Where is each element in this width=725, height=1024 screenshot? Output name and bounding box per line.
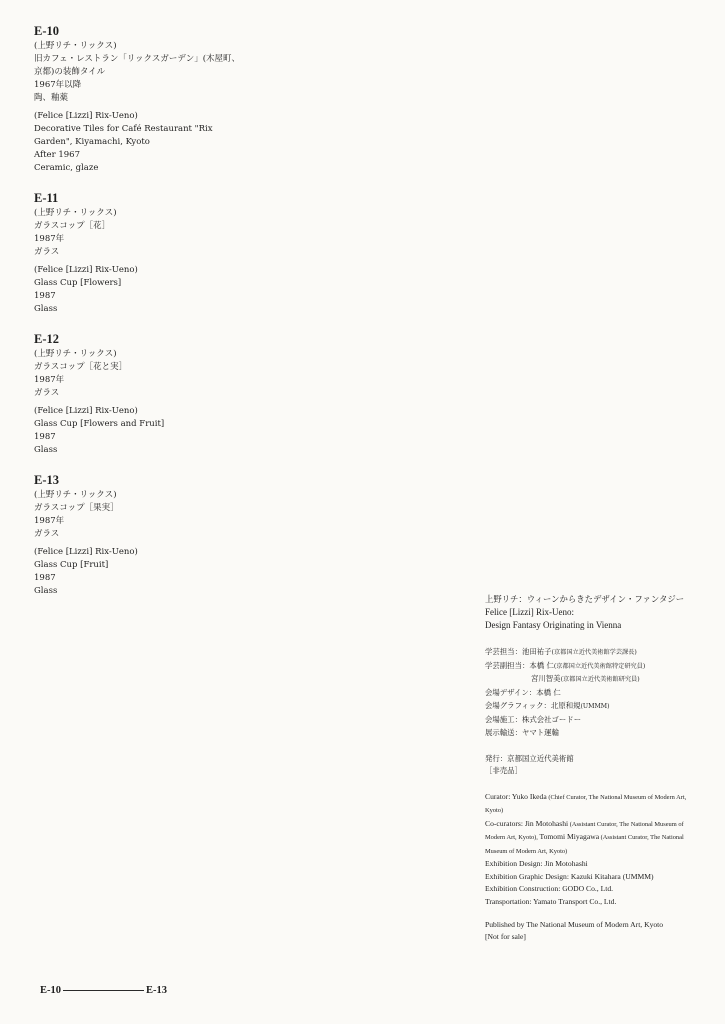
entry-artist-en: (Felice [Lizzi] Rix-Ueno) [34,406,138,416]
page-range-footer [40,985,167,996]
colophon [485,593,705,943]
staff-row: 会場施工：株式会社ゴードー [485,714,582,724]
entry-title-en: Glass Cup [Fruit] [34,560,109,570]
credit-row: Exhibition Design: Jin Motohashi [485,859,588,868]
entry-date-ja: 1967年以降 [34,80,82,90]
entry-title-ja: 旧カフェ・レストラン「リックスガーデン」(木屋町、京都)の装飾タイル [34,54,241,77]
exhibition-title-ja: 上野リチ：ウィーンからきたデザイン・ファンタジー [485,594,685,604]
entry-title-en: Glass Cup [Flowers] [34,278,122,288]
credit-row: Exhibition Construction: GODO Co., Ltd. [485,884,614,893]
entry-date-en: 1987 [34,291,56,301]
credit-row: Curator: Yuko Ikeda (Chief Curator, The National Museum of Modern Art, Kyoto) [485,791,687,814]
entry-artist-ja: (上野リチ・リックス) [34,208,117,218]
entry-title-ja: ガラスコップ［花］ [34,221,111,231]
staff-row: 会場デザイン：本橋 仁 [485,687,561,697]
entry-artist-ja: (上野リチ・リックス) [34,41,117,51]
entry-artist-ja: (上野リチ・リックス) [34,490,117,500]
entry-e12 [34,332,244,457]
entry-date-ja: 1987年 [34,234,65,244]
entry-material-en: Glass [34,304,58,314]
entry-e10 [34,24,244,175]
entry-material-ja: ガラス [34,247,60,257]
entry-id: E-12 [34,332,59,346]
entry-material-ja: 陶、釉薬 [34,93,69,103]
entry-artist-en: (Felice [Lizzi] Rix-Ueno) [34,265,138,275]
entry-id: E-10 [34,24,59,38]
published-by [485,919,705,943]
entry-title-en: Decorative Tiles for Café Restaurant "Rix Garden", Kiyamachi, Kyoto [34,124,213,147]
entry-artist-ja: (上野リチ・リックス) [34,349,117,359]
entry-material-en: Glass [34,586,58,596]
exhibition-title-en-line2: Design Fantasy Originating in Vienna [485,620,622,630]
range-start: E-10 [40,985,61,996]
published-by-line: Published by The National Museum of Modern Art, Kyoto [485,920,664,929]
entry-id: E-13 [34,473,59,487]
staff-row: 学芸担当：池田祐子(京都国立近代美術館学芸課長) [485,647,637,656]
not-for-sale-en: [Not for sale] [485,932,526,941]
staff-row: 会場グラフィック：北原和規(UMMM) [485,701,610,710]
entry-date-en: After 1967 [34,150,80,160]
entry-material-ja: ガラス [34,388,60,398]
entry-date-en: 1987 [34,573,56,583]
entry-material-ja: ガラス [34,529,60,539]
entry-artist-en: (Felice [Lizzi] Rix-Ueno) [34,547,138,557]
entry-material-en: Glass [34,445,58,455]
range-rule [63,990,144,991]
exhibition-title-en-line1: Felice [Lizzi] Rix-Ueno: [485,607,574,617]
entry-artist-en: (Felice [Lizzi] Rix-Ueno) [34,111,138,121]
credit-row: Co-curators: Jin Motohashi (Assistant Curator, The National Museum of Modern Art, Kyoto), Tomomi Miyagawa (Assistant Curator, The National Museum of Modern Art, Kyoto) [485,818,684,855]
entry-title-en: Glass Cup [Flowers and Fruit] [34,419,165,429]
staff-list-ja [485,646,705,741]
staff-row: 展示輸送：ヤマト運輸 [485,728,559,737]
publisher-line-ja: 発行：京都国立近代美術館 [485,753,574,763]
entry-title-ja: ガラスコップ［果実］ [34,503,119,513]
entry-list [34,24,244,614]
entry-id: E-11 [34,191,59,205]
credit-row: Exhibition Graphic Design: Kazuki Kitahara (UMMM) [485,871,654,881]
not-for-sale-ja: ［非売品］ [485,766,522,775]
staff-row: 宮川智美(京都国立近代美術館研究員) [531,674,640,683]
publisher-ja [485,753,705,778]
entry-date-ja: 1987年 [34,516,65,526]
entry-e13 [34,473,244,598]
entry-date-ja: 1987年 [34,375,65,385]
credits-en [485,791,705,909]
entry-date-en: 1987 [34,432,56,442]
credit-row: Transportation: Yamato Transport Co., Ltd. [485,896,617,906]
entry-material-en: Ceramic, glaze [34,163,99,173]
entry-e11 [34,191,244,316]
entry-title-ja: ガラスコップ［花と実］ [34,362,128,372]
staff-row: 学芸副担当：本橋 仁(京都国立近代美術館特定研究員) [485,660,646,670]
range-end: E-13 [146,985,167,996]
